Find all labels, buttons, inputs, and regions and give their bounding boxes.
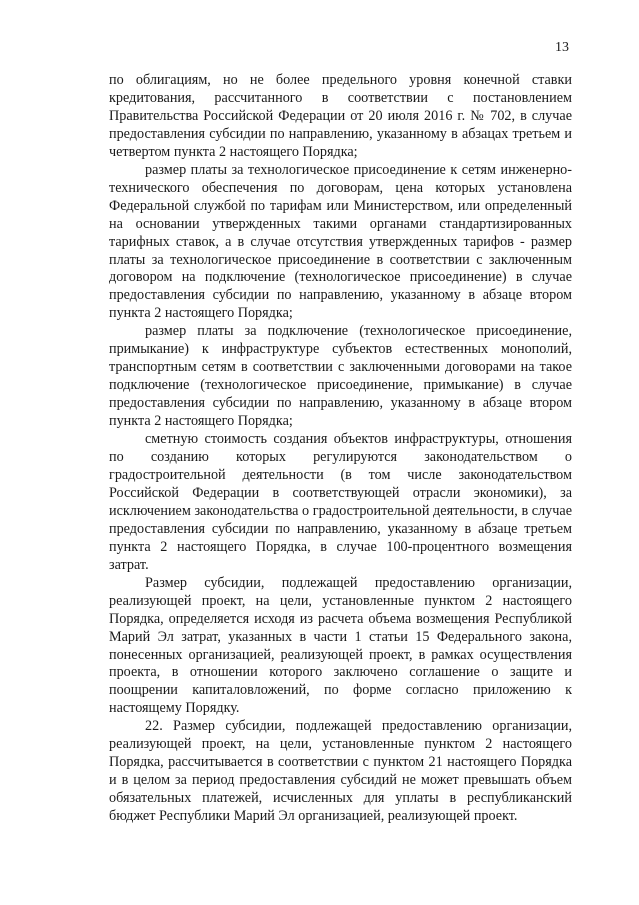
paragraph-infrastructure-fee: размер платы за подключение (технологическое присоединение, примыкание) к инфраструктуре субъектов естественных монополий, транспортным сетям в соответствии с заключенными договорами на такое подключение (технологическое присоединение, примыкание) в случае предоставления субсидии по направлению, указанному в абзаце втором пункта 2 настоящего Порядка; bbox=[109, 323, 572, 430]
paragraph-continuation: по облигациям, но не более предельного уровня конечной ставки кредитования, рассчитанного в соответствии с постановлением Правительства Российской Федерации от 20 июля 2016 г. № 702, в случае предоставления субсидии по направлению, указанному в абзацах третьем и четвертом пункта 2 настоящего Порядка; bbox=[109, 72, 572, 160]
paragraph-estimated-cost: сметную стоимость создания объектов инфраструктуры, отношения по созданию которых регулируются законодательством о градостроительной деятельности (в том числе законодательством Российской Федерации в соответствующей отрасли экономики), за исключением законодательства о градостроительной деятельности, в случае предоставления субсидии по направлению, указанному в абзаце третьем пункта 2 настоящего Порядка, в случае 100-процентного возмещения затрат. bbox=[109, 431, 572, 573]
page-number: 13 bbox=[555, 40, 569, 55]
document-body bbox=[109, 72, 572, 826]
paragraph-subsidy-amount: Размер субсидии, подлежащей предоставлению организации, реализующей проект, на цели, установленные пунктом 2 настоящего Порядка, определяется исходя из расчета объема возмещения Республикой Марий Эл затрат, указанных в части 1 статьи 15 Федерального закона, понесенных организацией, реализующей проект, в рамках осуществления проекта, в отношении которого заключено соглашение о защите и поощрении капиталовложений, по форме согласно приложению к настоящему Порядку. bbox=[109, 574, 572, 717]
paragraph-clause-22: 22. Размер субсидии, подлежащей предоставлению организации, реализующей проект, на цели, установленные пунктом 2 настоящего Порядка, рассчитывается в соответствии с пунктом 21 настоящего Порядка и в целом за период предоставления субсидий не может превышать объем обязательных платежей, исчисленных для уплаты в республиканский бюджет Республики Марий Эл организацией, реализующей проект. bbox=[109, 718, 572, 825]
paragraph-connection-fee: размер платы за технологическое присоединение к сетям инженерно-технического обеспечения по договорам, цена которых установлена Федеральной службой по тарифам или Министерством, или определенный на основании утвержденных такими органами стандартизированных тарифных ставок, а в случае отсутствия утвержденных тарифов - размер платы за технологическое присоединение в соответствии с заключенным договором на подключение (технологическое присоединение) в случае предоставления субсидии по направлению, указанному в абзаце втором пункта 2 настоящего Порядка; bbox=[109, 161, 572, 322]
